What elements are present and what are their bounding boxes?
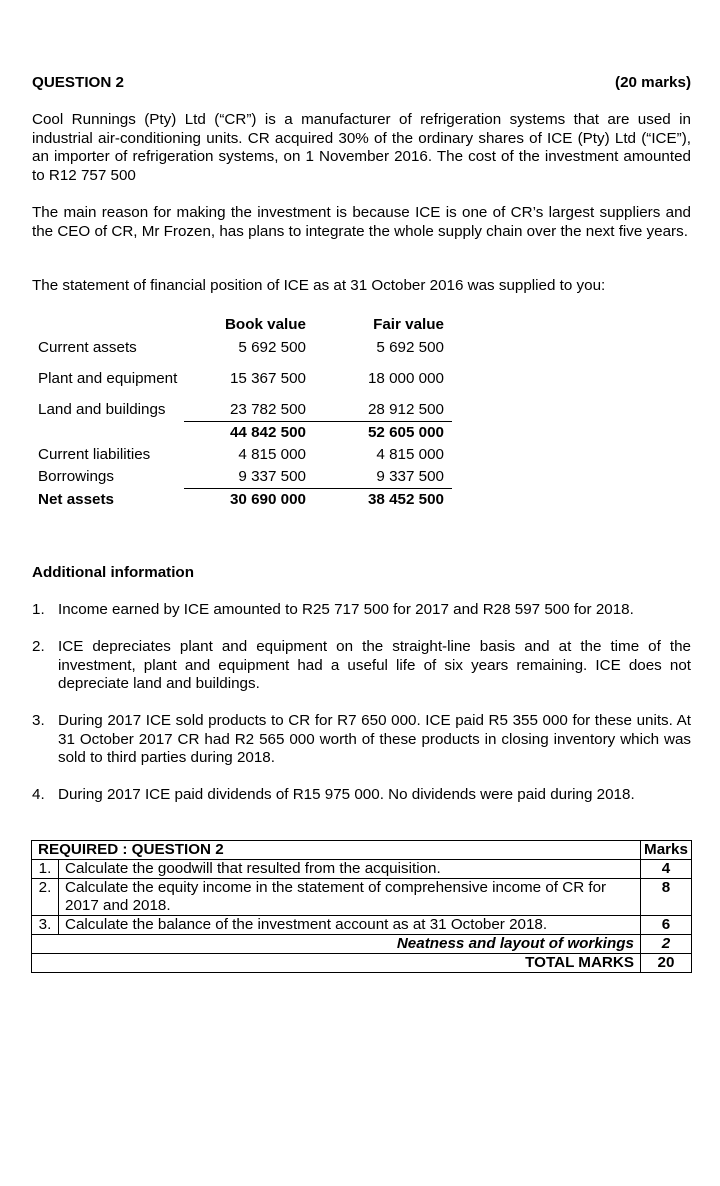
- list-item-text: ICE depreciates plant and equipment on the straight-line basis and at the time of the investment, plant and equipment had a useful life of six years remaining. ICE does not depreciate land and buildings.: [58, 638, 691, 692]
- book-value: 5 692 500: [238, 339, 306, 356]
- financial-position-table: [34, 313, 452, 511]
- book-value: 23 782 500: [184, 399, 314, 422]
- row-label: [34, 422, 184, 445]
- list-item-number: 1.: [32, 601, 45, 618]
- net-assets-row: [34, 489, 452, 512]
- required-text: Calculate the equity income in the statement of comprehensive income of CR for 2017 and 2018.: [59, 879, 641, 916]
- total-row: [32, 954, 692, 973]
- list-item-text: During 2017 ICE sold products to CR for R7 650 000. ICE paid R5 355 000 for these units. At 31 October 2017 CR had R2 565 000 worth of these products in closing inventory which was sold to third parties during 2018.: [58, 712, 691, 766]
- list-item: [32, 601, 691, 620]
- book-value-net-assets: 30 690 000: [229, 491, 306, 508]
- row-label: Current assets: [38, 339, 137, 356]
- table-row: [32, 860, 692, 879]
- required-number: 1.: [32, 860, 59, 879]
- fair-value: 5 692 500: [376, 339, 444, 356]
- required-number: 2.: [32, 879, 59, 916]
- required-marks: 6: [641, 916, 692, 935]
- neatness-label: Neatness and layout of workings: [32, 935, 641, 954]
- fair-value-subtotal: 52 605 000: [367, 424, 444, 441]
- fair-value-net-assets: 38 452 500: [367, 491, 444, 508]
- required-table: [31, 840, 692, 973]
- total-label: TOTAL MARKS: [32, 954, 641, 973]
- intro-paragraph-3: The statement of financial position of ICE as at 31 October 2016 was supplied to you:: [32, 277, 606, 294]
- fair-value: 9 337 500: [314, 466, 452, 489]
- list-item-text: During 2017 ICE paid dividends of R15 975 000. No dividends were paid during 2018.: [58, 786, 635, 803]
- row-label: Current liabilities: [38, 446, 151, 463]
- marks-header: Marks: [641, 841, 692, 860]
- list-item: [32, 712, 691, 768]
- list-item-number: 3.: [32, 712, 45, 729]
- intro-paragraph-1: Cool Runnings (Pty) Ltd (“CR”) is a manufacturer of refrigeration systems that are used in industrial air-conditioning units. CR acquired 30% of the ordinary shares of ICE (Pty) Ltd (“ICE”), an importer of refrigeration systems, on 1 November 2016. The cost of the investment amounted to R12 757 500: [32, 111, 691, 184]
- table-row: [34, 337, 452, 359]
- table-row: [32, 916, 692, 935]
- book-value: 15 367 500: [229, 370, 306, 387]
- fair-value: 4 815 000: [376, 446, 444, 463]
- book-value: 4 815 000: [238, 446, 306, 463]
- row-label: Land and buildings: [38, 401, 166, 419]
- row-label: Borrowings: [38, 468, 114, 486]
- book-value-header: Book value: [224, 316, 306, 333]
- list-item: [32, 638, 691, 694]
- table-row: [34, 399, 452, 422]
- list-item: [32, 786, 691, 805]
- question-marks: (20 marks): [615, 74, 691, 91]
- required-number: 3.: [32, 916, 59, 935]
- required-text: Calculate the goodwill that resulted from the acquisition.: [59, 860, 641, 879]
- row-label: Plant and equipment: [38, 370, 178, 387]
- total-marks: 20: [641, 954, 692, 973]
- subtotal-row: [34, 422, 452, 445]
- question-title: QUESTION 2: [32, 74, 124, 91]
- required-text: Calculate the balance of the investment account as at 31 October 2018.: [59, 916, 641, 935]
- required-marks: 8: [641, 879, 692, 916]
- table-row: [34, 359, 452, 399]
- intro-paragraph-2: The main reason for making the investment is because ICE is one of CR’s largest suppliers and the CEO of CR, Mr Frozen, has plans to integrate the whole supply chain over the next five years.: [32, 204, 691, 240]
- list-item-number: 2.: [32, 638, 45, 655]
- table-row: [34, 466, 452, 489]
- fair-value: 18 000 000: [367, 370, 444, 387]
- required-header-row: [32, 841, 692, 860]
- table-row: [32, 879, 692, 916]
- fair-value-header: Fair value: [373, 316, 444, 333]
- table-row: [34, 444, 452, 466]
- required-marks: 4: [641, 860, 692, 879]
- book-value: 9 337 500: [184, 466, 314, 489]
- neatness-row: [32, 935, 692, 954]
- table-header-row: [34, 313, 452, 337]
- required-title: REQUIRED : QUESTION 2: [32, 841, 641, 860]
- fair-value: 28 912 500: [314, 399, 452, 422]
- additional-info-heading: Additional information: [32, 564, 194, 581]
- book-value-subtotal: 44 842 500: [229, 424, 306, 441]
- neatness-marks: 2: [641, 935, 692, 954]
- list-item-text: Income earned by ICE amounted to R25 717 500 for 2017 and R28 597 500 for 2018.: [58, 601, 634, 618]
- row-label: Net assets: [38, 490, 114, 508]
- list-item-number: 4.: [32, 786, 45, 803]
